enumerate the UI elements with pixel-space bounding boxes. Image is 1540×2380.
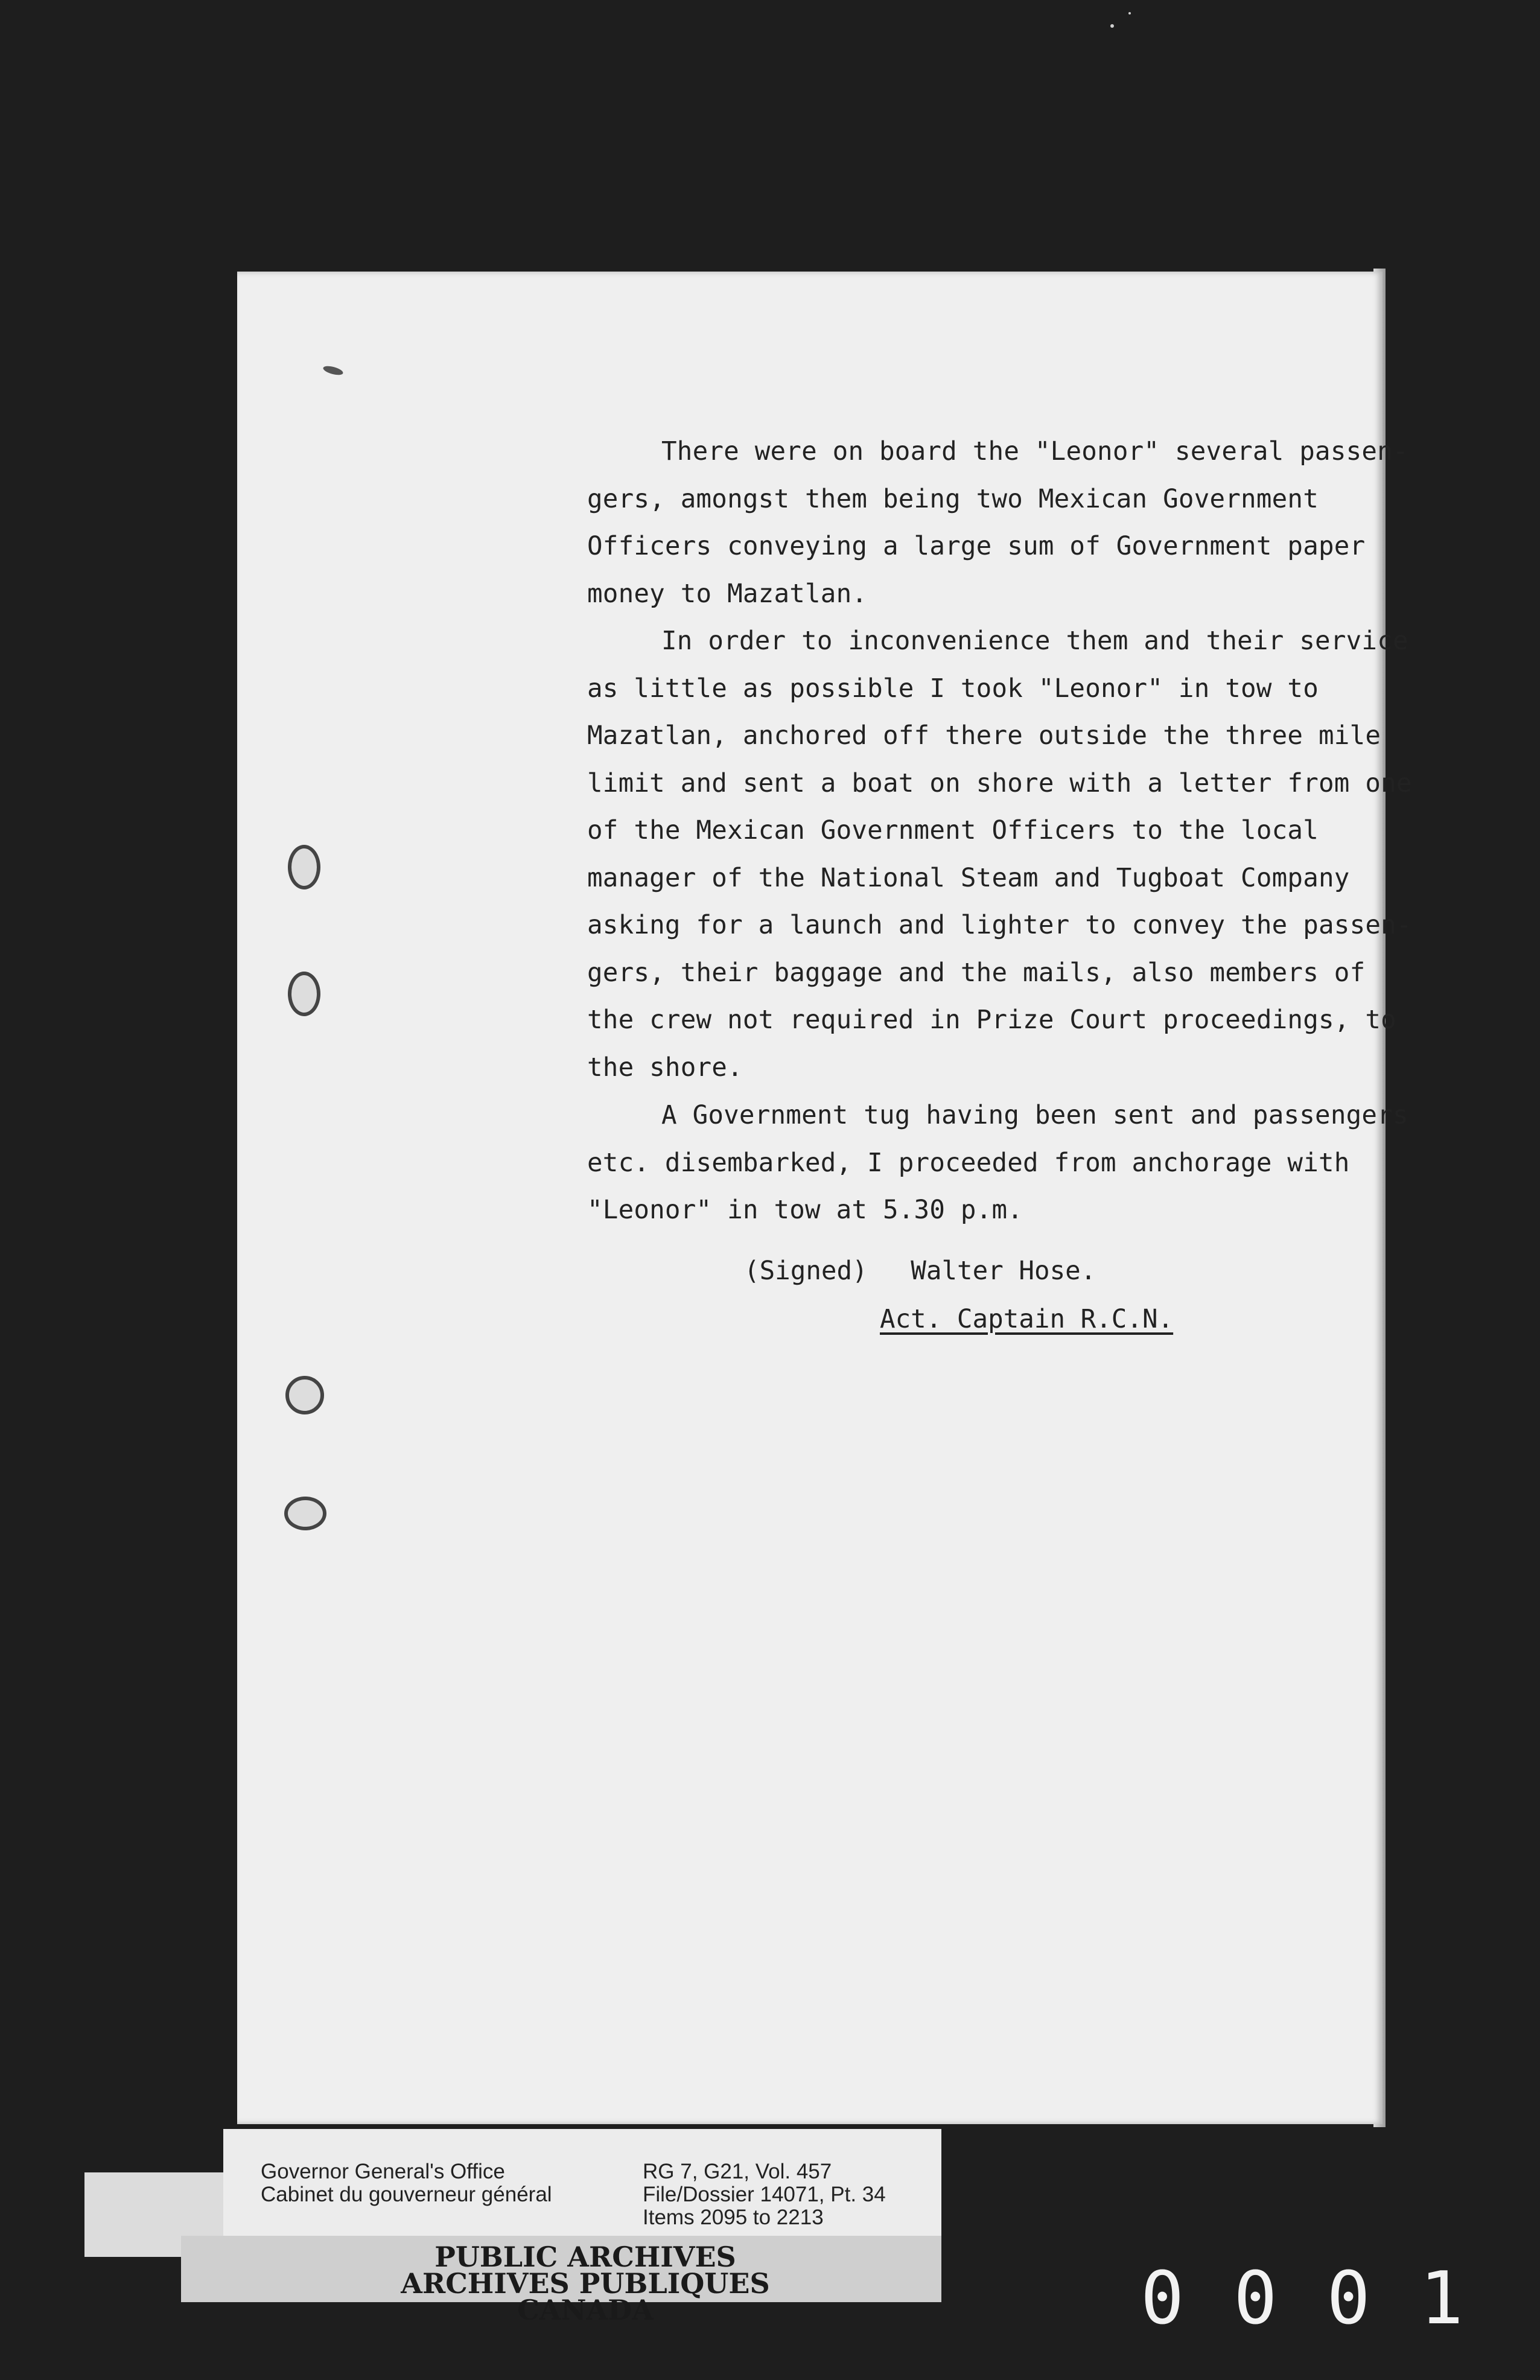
text-line: A Government tug having been sent and passengers (661, 1101, 1408, 1130)
document-page (237, 272, 1412, 2124)
punch-hole (288, 972, 320, 1016)
text-line: money to Mazatlan. (587, 579, 868, 609)
reference-line: RG 7, G21, Vol. 457 (643, 2160, 832, 2183)
punch-hole (284, 1497, 326, 1530)
text-line: "Leonor" in tow at 5.30 p.m. (587, 1195, 1023, 1225)
punch-hole (288, 845, 320, 889)
ink-mark (322, 364, 344, 377)
text-line: manager of the National Steam and Tugboat Company (587, 863, 1350, 893)
text-line: of the Mexican Government Officers to the local (587, 816, 1319, 845)
punch-hole (285, 1376, 324, 1414)
text-line: In order to inconvenience them and their service (661, 626, 1408, 656)
film-speck (1110, 24, 1114, 28)
office-names (261, 2160, 552, 2206)
signed-label: (Signed) (744, 1256, 868, 1286)
archive-reference-label (223, 2129, 941, 2238)
stamp-line: CANADA (517, 2294, 654, 2326)
reference-line: File/Dossier 14071, Pt. 34 (643, 2183, 886, 2206)
text-line: There were on board the "Leonor" several passen- (661, 437, 1408, 466)
film-speck (1128, 12, 1131, 14)
text-line: as little as possible I took "Leonor" in tow to (587, 673, 1319, 704)
text-line: the crew not required in Prize Court proceedings, to (587, 1005, 1396, 1035)
public-archives-stamp (374, 2241, 797, 2326)
paragraph-3 (587, 1092, 1408, 1235)
stamp-line: PUBLIC ARCHIVES (434, 2241, 736, 2273)
text-line: gers, amongst them being two Mexican Government (587, 484, 1319, 514)
signer-title: Act. Captain R.C.N. (880, 1305, 1174, 1334)
frame-number: 0001 (1141, 2257, 1513, 2341)
text-line: gers, their baggage and the mails, also members of (587, 958, 1366, 988)
reference-line: Items 2095 to 2213 (643, 2206, 824, 2229)
office-english: Governor General's Office (261, 2160, 505, 2183)
text-line: Mazatlan, anchored off there outside the three mile (587, 721, 1381, 751)
text-line: the shore. (587, 1052, 743, 1083)
text-line: limit and sent a boat on shore with a letter from one (587, 768, 1412, 798)
text-line: asking for a launch and lighter to convey the passen- (587, 911, 1412, 940)
signature-line (744, 1256, 1096, 1286)
office-french: Cabinet du gouverneur général (261, 2183, 552, 2206)
text-line: etc. disembarked, I proceeded from anchorage with (587, 1148, 1350, 1178)
signer-name: Walter Hose. (911, 1256, 1096, 1286)
stamp-line: ARCHIVES PUBLIQUES (401, 2267, 770, 2300)
paragraph-2 (587, 618, 1412, 1092)
archive-reference (643, 2160, 886, 2229)
text-line: Officers conveying a large sum of Government paper (587, 532, 1366, 561)
paragraph-1 (587, 428, 1408, 618)
